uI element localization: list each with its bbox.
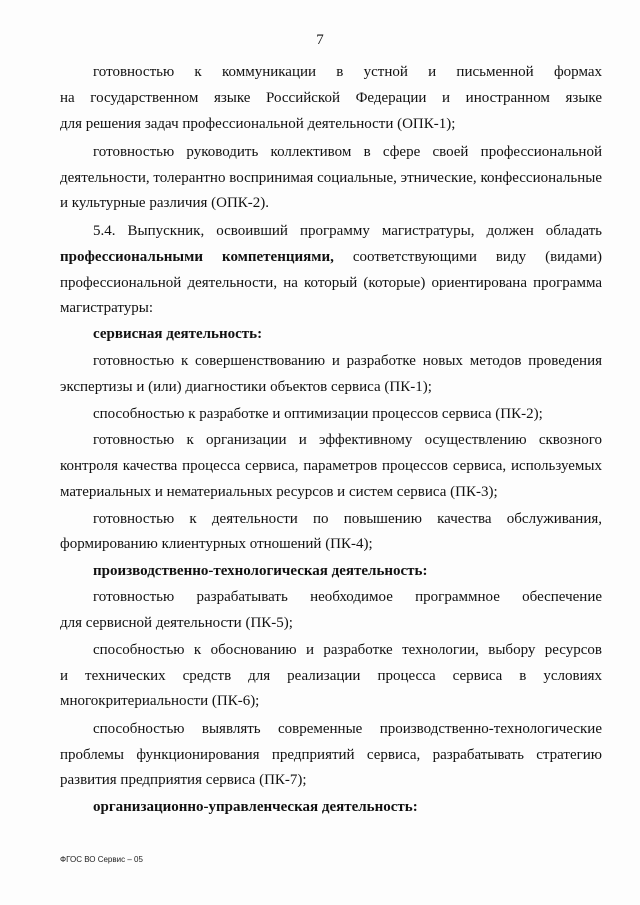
text-line: способностью к обоснованию и разработке технологии, выбору ресурсов: [93, 642, 602, 658]
section-heading: сервисная деятельность:: [93, 326, 263, 342]
text-line: готовностью к совершенствованию и разработке новых методов проведения: [93, 353, 602, 369]
text-line: способностью к разработке и оптимизации процессов сервиса (ПК-2);: [93, 406, 543, 422]
text-line: и культурные различия (ОПК-2).: [60, 195, 270, 211]
page-number: 7: [316, 32, 324, 48]
text-line: готовностью разрабатывать необходимое программное обеспечение: [93, 589, 602, 605]
text-line: развития предприятия сервиса (ПК-7);: [60, 772, 307, 788]
text-line: для решения задач профессиональной деятельности (ОПК-1);: [60, 116, 456, 132]
text-line: формированию клиентурных отношений (ПК-4);: [60, 536, 373, 552]
text-line: экспертизы и (или) диагностики объектов сервиса (ПК-1);: [60, 379, 432, 395]
text-line: магистратуры:: [60, 300, 153, 316]
text-line: и технических средств для реализации процесса сервиса в условиях: [60, 668, 602, 684]
text-line: проблемы функционирования предприятий сервиса, разрабатывать стратегию: [60, 747, 602, 763]
text-line: способностью выявлять современные производственно-технологические: [93, 721, 602, 737]
text-line: для сервисной деятельности (ПК-5);: [60, 615, 293, 631]
bold-phrase: профессиональными компетенциями,: [60, 249, 334, 265]
text-line: готовностью руководить коллективом в сфере своей профессиональной: [93, 144, 602, 160]
text-line: 5.4. Выпускник, освоивший программу магистратуры, должен обладать: [93, 223, 602, 239]
text-fragment: соответствующими виду (видами): [352, 249, 602, 265]
section-heading: организационно-управленческая деятельность:: [93, 799, 418, 815]
text-line-mixed: [60, 248, 602, 266]
text-line: готовностью к коммуникации в устной и письменной формах: [93, 64, 602, 80]
text-line: готовностью к деятельности по повышению качества обслуживания,: [93, 511, 602, 527]
section-heading: производственно-технологическая деятельность:: [93, 563, 428, 579]
document-footer: ФГОС ВО Сервис – 05: [60, 855, 143, 864]
text-line: деятельности, толерантно воспринимая социальные, этнические, конфессиональные: [60, 170, 602, 186]
text-line: профессиональной деятельности, на который (которые) ориентирована программа: [60, 275, 602, 291]
text-line: многокритериальности (ПК-6);: [60, 693, 260, 709]
text-line: готовностью к организации и эффективному осуществлению сквозного: [93, 432, 602, 448]
text-line: материальных и нематериальных ресурсов и систем сервиса (ПК-3);: [60, 484, 498, 500]
text-line: контроля качества процесса сервиса, параметров процессов сервиса, используемых: [60, 458, 602, 474]
text-line: на государственном языке Российской Федерации и иностранном языке: [60, 90, 602, 106]
